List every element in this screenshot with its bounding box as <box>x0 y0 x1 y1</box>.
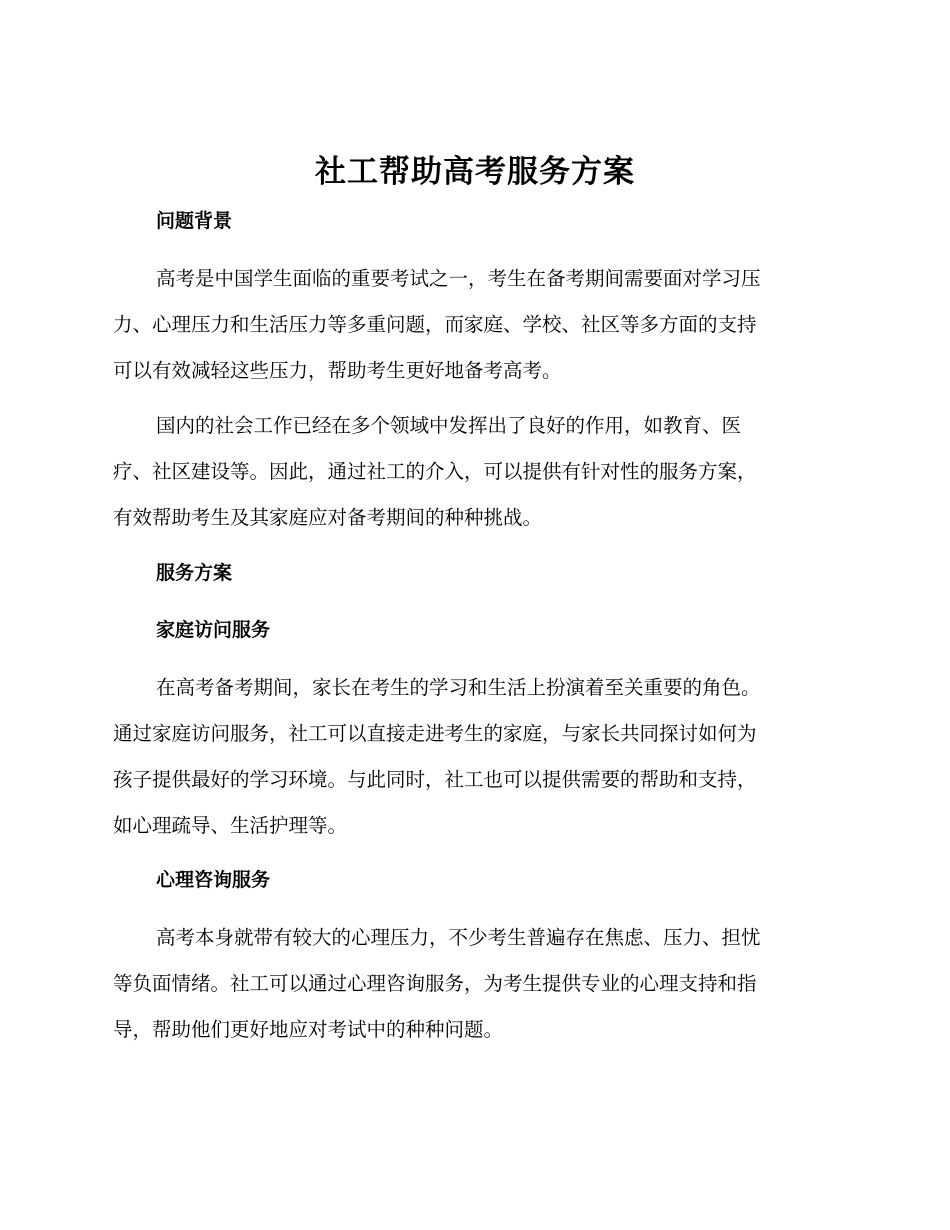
paragraph-line: 力、心理压力和生活压力等多重问题，而家庭、学校、社区等多方面的支持 <box>113 313 757 336</box>
section-heading-family: 家庭访问服务 <box>156 619 271 641</box>
document-title: 社工帮助高考服务方案 <box>315 154 635 190</box>
paragraph-line: 高考本身就带有较大的心理压力，不少考生普遍存在焦虑、压力、担忧 <box>156 926 761 949</box>
paragraph-background-1 <box>113 256 833 394</box>
paragraph-line: 通过家庭访问服务，社工可以直接走进考生的家庭，与家长共同探讨如何为 <box>113 722 757 745</box>
paragraph-line: 国内的社会工作已经在多个领域中发挥出了良好的作用，如教育、医 <box>156 414 742 437</box>
paragraph-line: 在高考备考期间，家长在考生的学习和生活上扮演着至关重要的角色。 <box>156 676 761 699</box>
paragraph-line: 高考是中国学生面临的重要考试之一，考生在备考期间需要面对学习压 <box>156 267 761 290</box>
paragraph-line: 孩子提供最好的学习环境。与此同时，社工也可以提供需要的帮助和支持， <box>113 768 757 791</box>
paragraph-line: 导，帮助他们更好地应对考试中的种种问题。 <box>113 1018 504 1041</box>
paragraph-line: 有效帮助考生及其家庭应对备考期间的种种挑战。 <box>113 506 543 529</box>
paragraph-line: 疗、社区建设等。因此，通过社工的介入，可以提供有针对性的服务方案， <box>113 460 757 483</box>
paragraph-line: 如心理疏导、生活护理等。 <box>113 814 348 837</box>
section-heading-counseling: 心理咨询服务 <box>156 869 271 891</box>
paragraph-family <box>113 665 833 849</box>
paragraph-background-2 <box>113 403 833 541</box>
paragraph-line: 可以有效减轻这些压力，帮助考生更好地备考高考。 <box>113 359 562 382</box>
section-heading-service: 服务方案 <box>156 562 233 584</box>
paragraph-line: 等负面情绪。社工可以通过心理咨询服务，为考生提供专业的心理支持和指 <box>113 972 757 995</box>
paragraph-counseling <box>113 915 833 1053</box>
section-heading-background: 问题背景 <box>156 210 233 232</box>
